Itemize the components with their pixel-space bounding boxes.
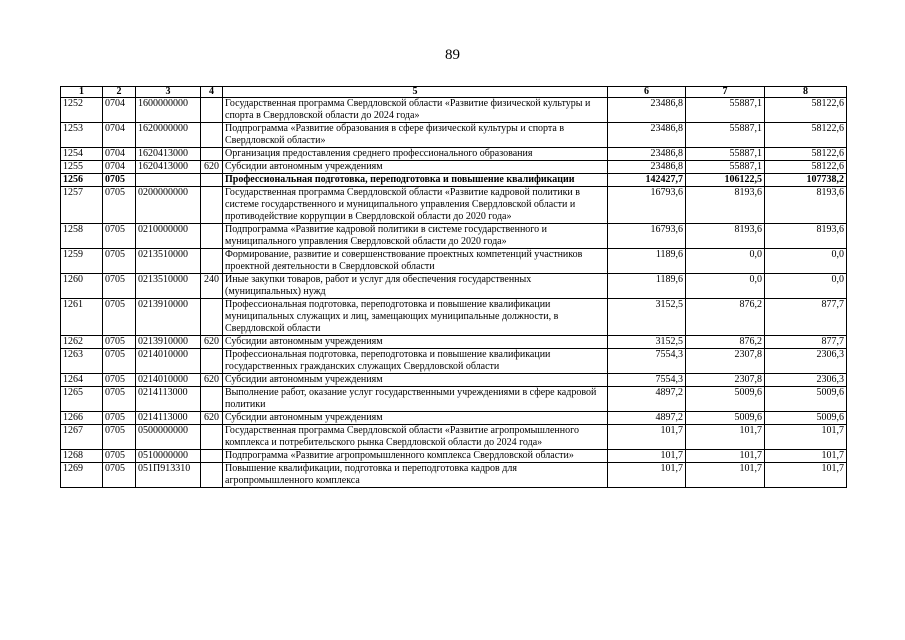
amount-col7-cell: 55887,1 [686, 123, 765, 148]
column-header: 6 [608, 87, 686, 98]
expense-type-cell [201, 249, 223, 274]
section-code-cell: 0705 [103, 374, 136, 387]
table-row [61, 336, 847, 349]
table-row [61, 123, 847, 148]
column-header: 8 [765, 87, 847, 98]
section-code-cell: 0705 [103, 187, 136, 224]
expense-type-cell: 620 [201, 161, 223, 174]
section-code-cell: 0704 [103, 123, 136, 148]
section-code-cell: 0705 [103, 336, 136, 349]
target-article-cell: 0214113000 [136, 412, 201, 425]
amount-col8-cell: 877,7 [765, 299, 847, 336]
expense-type-cell [201, 463, 223, 488]
section-code-cell: 0705 [103, 425, 136, 450]
item-name-cell: Подпрограмма «Развитие агропромышленного комплекса Свердловской области» [223, 450, 608, 463]
target-article-cell: 0214113000 [136, 387, 201, 412]
target-article-cell: 051П913310 [136, 463, 201, 488]
item-name-cell: Иные закупки товаров, работ и услуг для обеспечения государственных (муниципальных) нужд [223, 274, 608, 299]
item-name-cell: Выполнение работ, оказание услуг государственными учреждениями в сфере кадровой политики [223, 387, 608, 412]
amount-col7-cell: 8193,6 [686, 187, 765, 224]
target-article-cell: 0500000000 [136, 425, 201, 450]
amount-col7-cell: 5009,6 [686, 387, 765, 412]
target-article-cell: 1620000000 [136, 123, 201, 148]
row-number-cell: 1256 [61, 174, 103, 187]
table-row [61, 412, 847, 425]
amount-col7-cell: 55887,1 [686, 161, 765, 174]
amount-col8-cell: 58122,6 [765, 148, 847, 161]
target-article-cell: 0213510000 [136, 274, 201, 299]
table-row [61, 274, 847, 299]
target-article-cell: 0213510000 [136, 249, 201, 274]
amount-col7-cell: 2307,8 [686, 374, 765, 387]
section-code-cell: 0704 [103, 148, 136, 161]
table-row [61, 174, 847, 187]
amount-col7-cell: 101,7 [686, 425, 765, 450]
amount-col6-cell: 23486,8 [608, 161, 686, 174]
row-number-cell: 1257 [61, 187, 103, 224]
row-number-cell: 1253 [61, 123, 103, 148]
column-header: 7 [686, 87, 765, 98]
item-name-cell: Повышение квалификации, подготовка и переподготовка кадров для агропромышленного комплекса [223, 463, 608, 488]
item-name-cell: Субсидии автономным учреждениям [223, 412, 608, 425]
table-row [61, 349, 847, 374]
amount-col8-cell: 101,7 [765, 425, 847, 450]
item-name-cell: Организация предоставления среднего профессионального образования [223, 148, 608, 161]
target-article-cell: 1600000000 [136, 98, 201, 123]
amount-col6-cell: 101,7 [608, 425, 686, 450]
table-row [61, 374, 847, 387]
amount-col7-cell: 101,7 [686, 450, 765, 463]
amount-col7-cell: 55887,1 [686, 98, 765, 123]
table-row [61, 187, 847, 224]
table-row [61, 249, 847, 274]
row-number-cell: 1265 [61, 387, 103, 412]
column-header: 2 [103, 87, 136, 98]
expense-type-cell: 620 [201, 374, 223, 387]
amount-col8-cell: 5009,6 [765, 387, 847, 412]
amount-col7-cell: 101,7 [686, 463, 765, 488]
amount-col6-cell: 23486,8 [608, 123, 686, 148]
section-code-cell: 0705 [103, 450, 136, 463]
amount-col8-cell: 58122,6 [765, 98, 847, 123]
amount-col8-cell: 877,7 [765, 336, 847, 349]
table-row [61, 98, 847, 123]
column-header: 5 [223, 87, 608, 98]
item-name-cell: Государственная программа Свердловской области «Развитие физической культуры и спорта в Свердловской области до 2024 года» [223, 98, 608, 123]
section-code-cell: 0705 [103, 349, 136, 374]
page-number: 89 [445, 47, 460, 63]
row-number-cell: 1263 [61, 349, 103, 374]
row-number-cell: 1269 [61, 463, 103, 488]
amount-col6-cell: 3152,5 [608, 336, 686, 349]
item-name-cell: Субсидии автономным учреждениям [223, 374, 608, 387]
expense-type-cell [201, 224, 223, 249]
amount-col6-cell: 7554,3 [608, 374, 686, 387]
table-row [61, 450, 847, 463]
amount-col7-cell: 106122,5 [686, 174, 765, 187]
table-row [61, 425, 847, 450]
target-article-cell: 0510000000 [136, 450, 201, 463]
section-code-cell: 0705 [103, 249, 136, 274]
row-number-cell: 1268 [61, 450, 103, 463]
amount-col8-cell: 8193,6 [765, 187, 847, 224]
row-number-cell: 1267 [61, 425, 103, 450]
target-article-cell: 1620413000 [136, 148, 201, 161]
table-row [61, 148, 847, 161]
amount-col8-cell: 0,0 [765, 274, 847, 299]
target-article-cell: 0213910000 [136, 299, 201, 336]
amount-col7-cell: 8193,6 [686, 224, 765, 249]
target-article-cell: 0214010000 [136, 349, 201, 374]
row-number-cell: 1261 [61, 299, 103, 336]
row-number-cell: 1258 [61, 224, 103, 249]
amount-col8-cell: 107738,2 [765, 174, 847, 187]
section-code-cell: 0705 [103, 174, 136, 187]
row-number-cell: 1260 [61, 274, 103, 299]
table-row [61, 161, 847, 174]
row-number-cell: 1262 [61, 336, 103, 349]
section-code-cell: 0705 [103, 299, 136, 336]
item-name-cell: Формирование, развитие и совершенствование проектных компетенций участников проектной деятельности в Свердловской области [223, 249, 608, 274]
item-name-cell: Подпрограмма «Развитие кадровой политики в системе государственного и муниципального управления Свердловской области до 2020 года» [223, 224, 608, 249]
amount-col7-cell: 876,2 [686, 299, 765, 336]
amount-col6-cell: 4897,2 [608, 387, 686, 412]
row-number-cell: 1264 [61, 374, 103, 387]
expense-type-cell [201, 387, 223, 412]
amount-col8-cell: 101,7 [765, 450, 847, 463]
amount-col8-cell: 0,0 [765, 249, 847, 274]
amount-col6-cell: 101,7 [608, 450, 686, 463]
amount-col6-cell: 142427,7 [608, 174, 686, 187]
section-code-cell: 0705 [103, 387, 136, 412]
target-article-cell: 0210000000 [136, 224, 201, 249]
amount-col7-cell: 2307,8 [686, 349, 765, 374]
target-article-cell: 0214010000 [136, 374, 201, 387]
amount-col6-cell: 23486,8 [608, 148, 686, 161]
amount-col6-cell: 16793,6 [608, 224, 686, 249]
row-number-cell: 1255 [61, 161, 103, 174]
column-header: 3 [136, 87, 201, 98]
expense-type-cell: 240 [201, 274, 223, 299]
amount-col8-cell: 2306,3 [765, 349, 847, 374]
item-name-cell: Подпрограмма «Развитие образования в сфере физической культуры и спорта в Свердловской области» [223, 123, 608, 148]
amount-col8-cell: 58122,6 [765, 123, 847, 148]
table-row [61, 463, 847, 488]
item-name-cell: Субсидии автономным учреждениям [223, 336, 608, 349]
target-article-cell [136, 174, 201, 187]
column-header: 4 [201, 87, 223, 98]
section-code-cell: 0704 [103, 161, 136, 174]
amount-col6-cell: 101,7 [608, 463, 686, 488]
item-name-cell: Профессиональная подготовка, переподготовка и повышение квалификации государственных гражданских служащих Свердловской области [223, 349, 608, 374]
amount-col8-cell: 8193,6 [765, 224, 847, 249]
budget-table [60, 86, 847, 488]
target-article-cell: 0213910000 [136, 336, 201, 349]
amount-col6-cell: 16793,6 [608, 187, 686, 224]
expense-type-cell [201, 187, 223, 224]
amount-col8-cell: 2306,3 [765, 374, 847, 387]
column-header: 1 [61, 87, 103, 98]
section-code-cell: 0705 [103, 463, 136, 488]
amount-col6-cell: 1189,6 [608, 249, 686, 274]
expense-type-cell [201, 425, 223, 450]
table-row [61, 299, 847, 336]
amount-col6-cell: 23486,8 [608, 98, 686, 123]
row-number-cell: 1252 [61, 98, 103, 123]
amount-col8-cell: 58122,6 [765, 161, 847, 174]
item-name-cell: Государственная программа Свердловской области «Развитие кадровой политики в системе государственного и муниципального управления Свердловской области и противодействие коррупции в Свердловской области до 2020 года» [223, 187, 608, 224]
expense-type-cell [201, 174, 223, 187]
item-name-cell: Государственная программа Свердловской области «Развитие агропромышленного комплекса и потребительского рынка Свердловской области до 2024 года» [223, 425, 608, 450]
target-article-cell: 0200000000 [136, 187, 201, 224]
section-code-cell: 0704 [103, 98, 136, 123]
expense-type-cell: 620 [201, 336, 223, 349]
row-number-cell: 1266 [61, 412, 103, 425]
amount-col6-cell: 3152,5 [608, 299, 686, 336]
row-number-cell: 1259 [61, 249, 103, 274]
expense-type-cell [201, 123, 223, 148]
amount-col6-cell: 7554,3 [608, 349, 686, 374]
amount-col8-cell: 101,7 [765, 463, 847, 488]
expense-type-cell: 620 [201, 412, 223, 425]
table-header-row [61, 87, 847, 98]
table-body [61, 98, 847, 488]
expense-type-cell [201, 299, 223, 336]
expense-type-cell [201, 450, 223, 463]
amount-col7-cell: 55887,1 [686, 148, 765, 161]
amount-col7-cell: 0,0 [686, 249, 765, 274]
section-code-cell: 0705 [103, 412, 136, 425]
amount-col7-cell: 0,0 [686, 274, 765, 299]
amount-col8-cell: 5009,6 [765, 412, 847, 425]
item-name-cell: Профессиональная подготовка, переподготовка и повышение квалификации [223, 174, 608, 187]
item-name-cell: Субсидии автономным учреждениям [223, 161, 608, 174]
expense-type-cell [201, 148, 223, 161]
section-code-cell: 0705 [103, 224, 136, 249]
expense-type-cell [201, 98, 223, 123]
amount-col7-cell: 5009,6 [686, 412, 765, 425]
item-name-cell: Профессиональная подготовка, переподготовка и повышение квалификации муниципальных служащих и лиц, замещающих муниципальные должности, в Свердловской области [223, 299, 608, 336]
expense-type-cell [201, 349, 223, 374]
amount-col7-cell: 876,2 [686, 336, 765, 349]
row-number-cell: 1254 [61, 148, 103, 161]
table-row [61, 224, 847, 249]
amount-col6-cell: 1189,6 [608, 274, 686, 299]
target-article-cell: 1620413000 [136, 161, 201, 174]
table-row [61, 387, 847, 412]
amount-col6-cell: 4897,2 [608, 412, 686, 425]
section-code-cell: 0705 [103, 274, 136, 299]
